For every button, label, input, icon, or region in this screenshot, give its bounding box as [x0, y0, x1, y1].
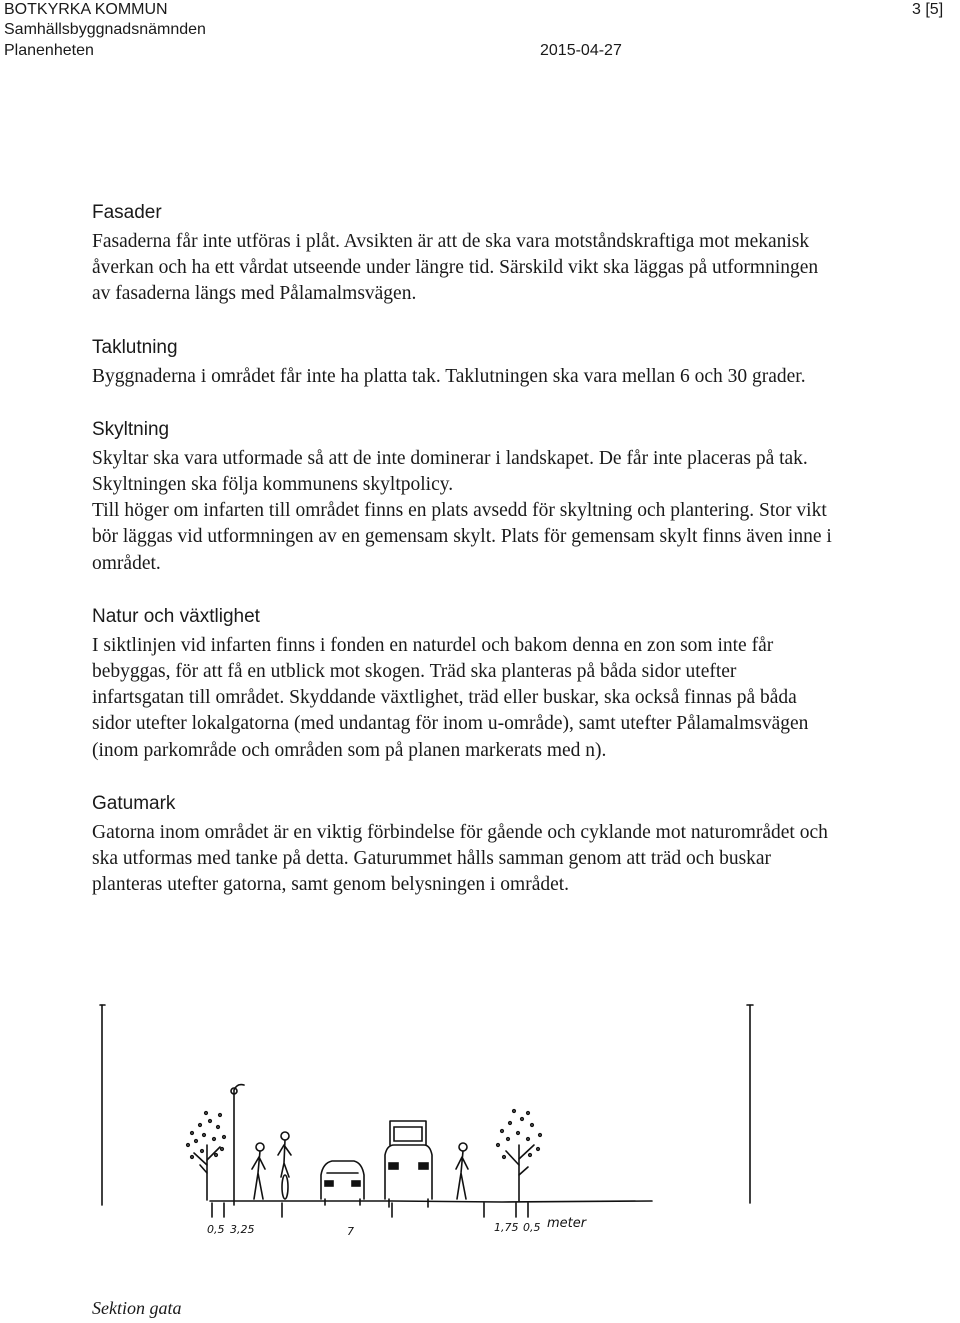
dimension-label: 0,5: [523, 1221, 541, 1234]
document-body: [92, 200, 832, 898]
cyclist: [278, 1132, 291, 1199]
section-text: Skyltar ska vara utformade så att de inte dominerar i landskapet. De får inte placeras på tak. Skyltningen ska följa kommunens skyltpolicy.: [92, 447, 808, 496]
dimension-label: 3,25: [230, 1223, 255, 1236]
dimension-label: 1,75: [494, 1221, 519, 1234]
header-board: Samhällsbyggnadsnämnden: [4, 21, 206, 38]
section-fasader: [92, 200, 832, 308]
page-number: 3 [5]: [912, 1, 944, 18]
street-lamp: [234, 1085, 244, 1205]
tree-left: [187, 1112, 226, 1200]
section-heading: Gatumark: [92, 792, 176, 814]
header-unit: Planenheten: [4, 42, 94, 59]
section-heading: Natur och växtlighet: [92, 605, 260, 627]
section-heading: Taklutning: [92, 336, 178, 358]
figure-caption: Sektion gata: [92, 1298, 182, 1318]
header-date: 2015-04-27: [540, 42, 622, 59]
section-heading: Fasader: [92, 202, 162, 223]
section-text: Byggnaderna i området får inte ha platta tak. Taklutningen ska vara mellan 6 och 30 grader.: [92, 365, 806, 387]
section-natur-och-vaxtlighet: [92, 604, 832, 764]
section-text-continued: Till höger om infarten till området finns en plats avsedd för skyltning och plantering. Stor vikt bör läggas vid utformningen av en gemensam skylt. Plats för gemensam skylt finns även inne i området.: [92, 500, 832, 574]
dimension-label: 7: [347, 1225, 354, 1238]
section-skyltning: [92, 417, 832, 577]
dimension-unit-label: meter: [547, 1216, 587, 1231]
car-large: [385, 1121, 432, 1207]
dimension-label: 0,5: [207, 1223, 225, 1236]
section-taklutning: [92, 335, 832, 390]
tree-right: [497, 1110, 542, 1201]
pedestrian: [252, 1143, 265, 1199]
section-text: Gatorna inom området är en viktig förbindelse för gående och cyklande mot naturområdet och ska utformas med tanke på detta. Gaturummet hålls samman genom att träd och buskar planteras utefter gatorna, samt genom belysningen i området.: [92, 821, 828, 896]
street-section-sketch: [92, 995, 852, 1245]
pedestrian-right: [456, 1143, 468, 1199]
section-text: Fasaderna får inte utföras i plåt. Avsikten är att de ska vara motståndskraftiga mot mekanisk åverkan och ha ett vårdat utseende under längre tid. Särskild vikt ska läggas på utformningen av fasaderna längs med Pålamalmsvägen.: [92, 231, 819, 305]
section-heading: Skyltning: [92, 418, 170, 440]
ground-line: [210, 1201, 652, 1202]
header-org: BOTKYRKA KOMMUN: [4, 1, 168, 18]
section-gatumark: [92, 791, 832, 899]
section-text: I siktlinjen vid infarten finns i fonden en naturdel och bakom denna en zon som inte får bebyggas, för att få en utblick mot skogen. Träd ska planteras på båda sidor utefter infartsgatan till området. Skyddande växtlighet, träd eller buskar, ska också finnas på båda sidor utefter lokalgatorna (med undantag för inom u-område), samt utefter Pålamalmsvägen (inom parkområde och områden som på planen markerats med n).: [92, 634, 809, 761]
car-small: [321, 1161, 364, 1205]
dimension-ticks: [212, 1203, 528, 1217]
